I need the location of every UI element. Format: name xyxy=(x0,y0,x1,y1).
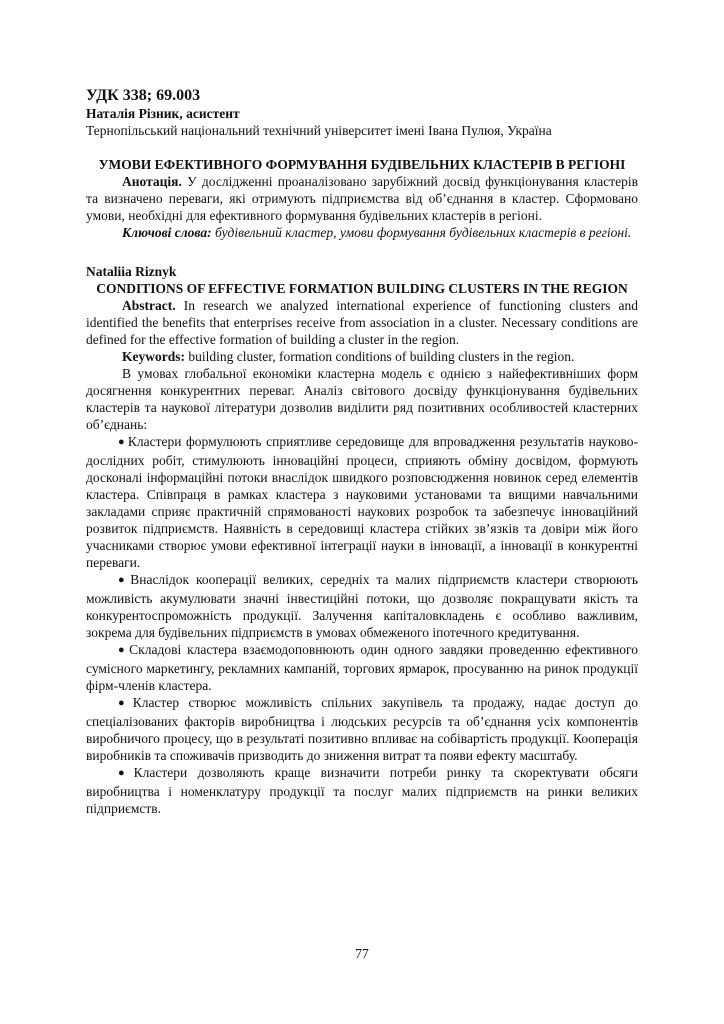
keywords-ua-text: будівельний кластер, умови формування будівельних кластерів в регіоні. xyxy=(211,225,632,240)
bullet-text: Складові кластера взаємодоповнюють один одного завдяки проведенню ефективного сумісного маркетингу, рекламних кампаній, торгових ярмарок, просуванню на ринок продукції фірм-членів кластера. xyxy=(86,642,638,693)
affiliation: Тернопільський національний технічний університет імені Івана Пулюя, Україна xyxy=(86,123,552,138)
abstract-ua-label: Анотація. xyxy=(122,174,182,189)
keywords-ua xyxy=(86,224,638,241)
bullet-text: Кластери дозволяють краще визначити потреби ринку та скоректувати обсяги виробництва і номенклатуру продукції та послуг малих підприємств на ринки великих підприємств. xyxy=(86,765,638,816)
keywords-ua-label: Ключові слова: xyxy=(122,225,212,240)
author-en: Nataliia Riznyk xyxy=(86,264,177,279)
abstract-en xyxy=(86,297,638,348)
keywords-en-text: building cluster, formation conditions of building clusters in the region. xyxy=(185,349,575,364)
abstract-ua xyxy=(86,173,638,224)
bullet-paragraph xyxy=(86,571,638,641)
bullet-icon: ● xyxy=(118,644,128,656)
bullet-icon: ● xyxy=(118,574,129,586)
abstract-ua-text: У дослідженні проаналізовано зарубіжний досвід функціонування кластерів та визначено переваги, які отримують підприємства від об’єднання в кластер. Сформовано умови, необхідні для ефективного формування будівельних кластерів в регіоні. xyxy=(86,174,638,223)
page-number: 77 xyxy=(355,946,369,961)
title-en: CONDITIONS OF EFFECTIVE FORMATION BUILDING CLUSTERS IN THE REGION xyxy=(96,281,628,296)
intro-paragraph: В умовах глобальної економіки кластерна модель є однією з найефективніших форм досягнення конкурентних переваг. Аналіз світового досвіду функціонування будівельних кластерів та наукової літератури дозволив виділити ряд позитивних особливостей кластерних об’єднань: xyxy=(86,366,638,432)
udk-code: УДК 338; 69.003 xyxy=(86,87,201,104)
abstract-en-text: In research we analyzed international experience of functioning clusters and identified the benefits that enterprises receive from association in a cluster. Necessary conditions are defined for the effective formation of building a cluster in the region. xyxy=(86,298,638,347)
abstract-en-label: Abstract. xyxy=(122,298,176,313)
bullet-paragraph xyxy=(86,641,638,694)
bullet-paragraph xyxy=(86,764,638,817)
keywords-en-label: Keywords: xyxy=(122,349,185,364)
bullet-paragraph xyxy=(86,694,638,764)
bullet-text: Кластери формулюють сприятливе середовище для впровадження результатів науково-дослідних робіт, стимулюють інноваційні процеси, сприяють обміну досвідом, формують досконалі інформаційні потоки внаслідок швидкого розповсюдження новинок серед елементів кластера. Співпраця в рамках кластера з науковими установами та вищими навчальними закладами сприяє практичній спрямованості наукових розробок та забезпечує інноваційний розвиток підприємств. Наявність в середовищі кластера стійких зв’язків та довіри між його учасниками створює умови ефективної інтеграції науки в інновації, а інновації в конкурентні переваги. xyxy=(86,434,638,570)
bullet-text: Внаслідок кооперації великих, середніх та малих підприємств кластери створюють можливість акумулювати значні інвестиційні потоки, що дозволяє покращувати якість та конкурентоспроможність продукції. Залучення капіталовкладень є особливо важливим, зокрема для будівельних підприємств в умовах обмеженого іпотечного кредитування. xyxy=(86,572,638,640)
author-ua: Наталія Різник, асистент xyxy=(86,106,240,121)
keywords-en xyxy=(86,348,638,365)
bullet-icon: ● xyxy=(118,697,131,709)
bullet-text: Кластер створює можливість спільних закупівель та продажу, надає доступ до спеціалізованих факторів виробництва і людських ресурсів та об’єднання усіх компонентів виробничого процесу, що в результаті позитивно впливає на собівартість продукції. Кооперація виробників та споживачів призводить до зниження витрат та появи ефекту масштабу. xyxy=(86,695,638,763)
title-ua: УМОВИ ЕФЕКТИВНОГО ФОРМУВАННЯ БУДІВЕЛЬНИХ КЛАСТЕРІВ В РЕГІОНІ xyxy=(98,157,626,172)
bullet-icon: ● xyxy=(118,436,126,448)
bullet-paragraph xyxy=(86,433,638,571)
bullet-icon: ● xyxy=(118,767,132,779)
